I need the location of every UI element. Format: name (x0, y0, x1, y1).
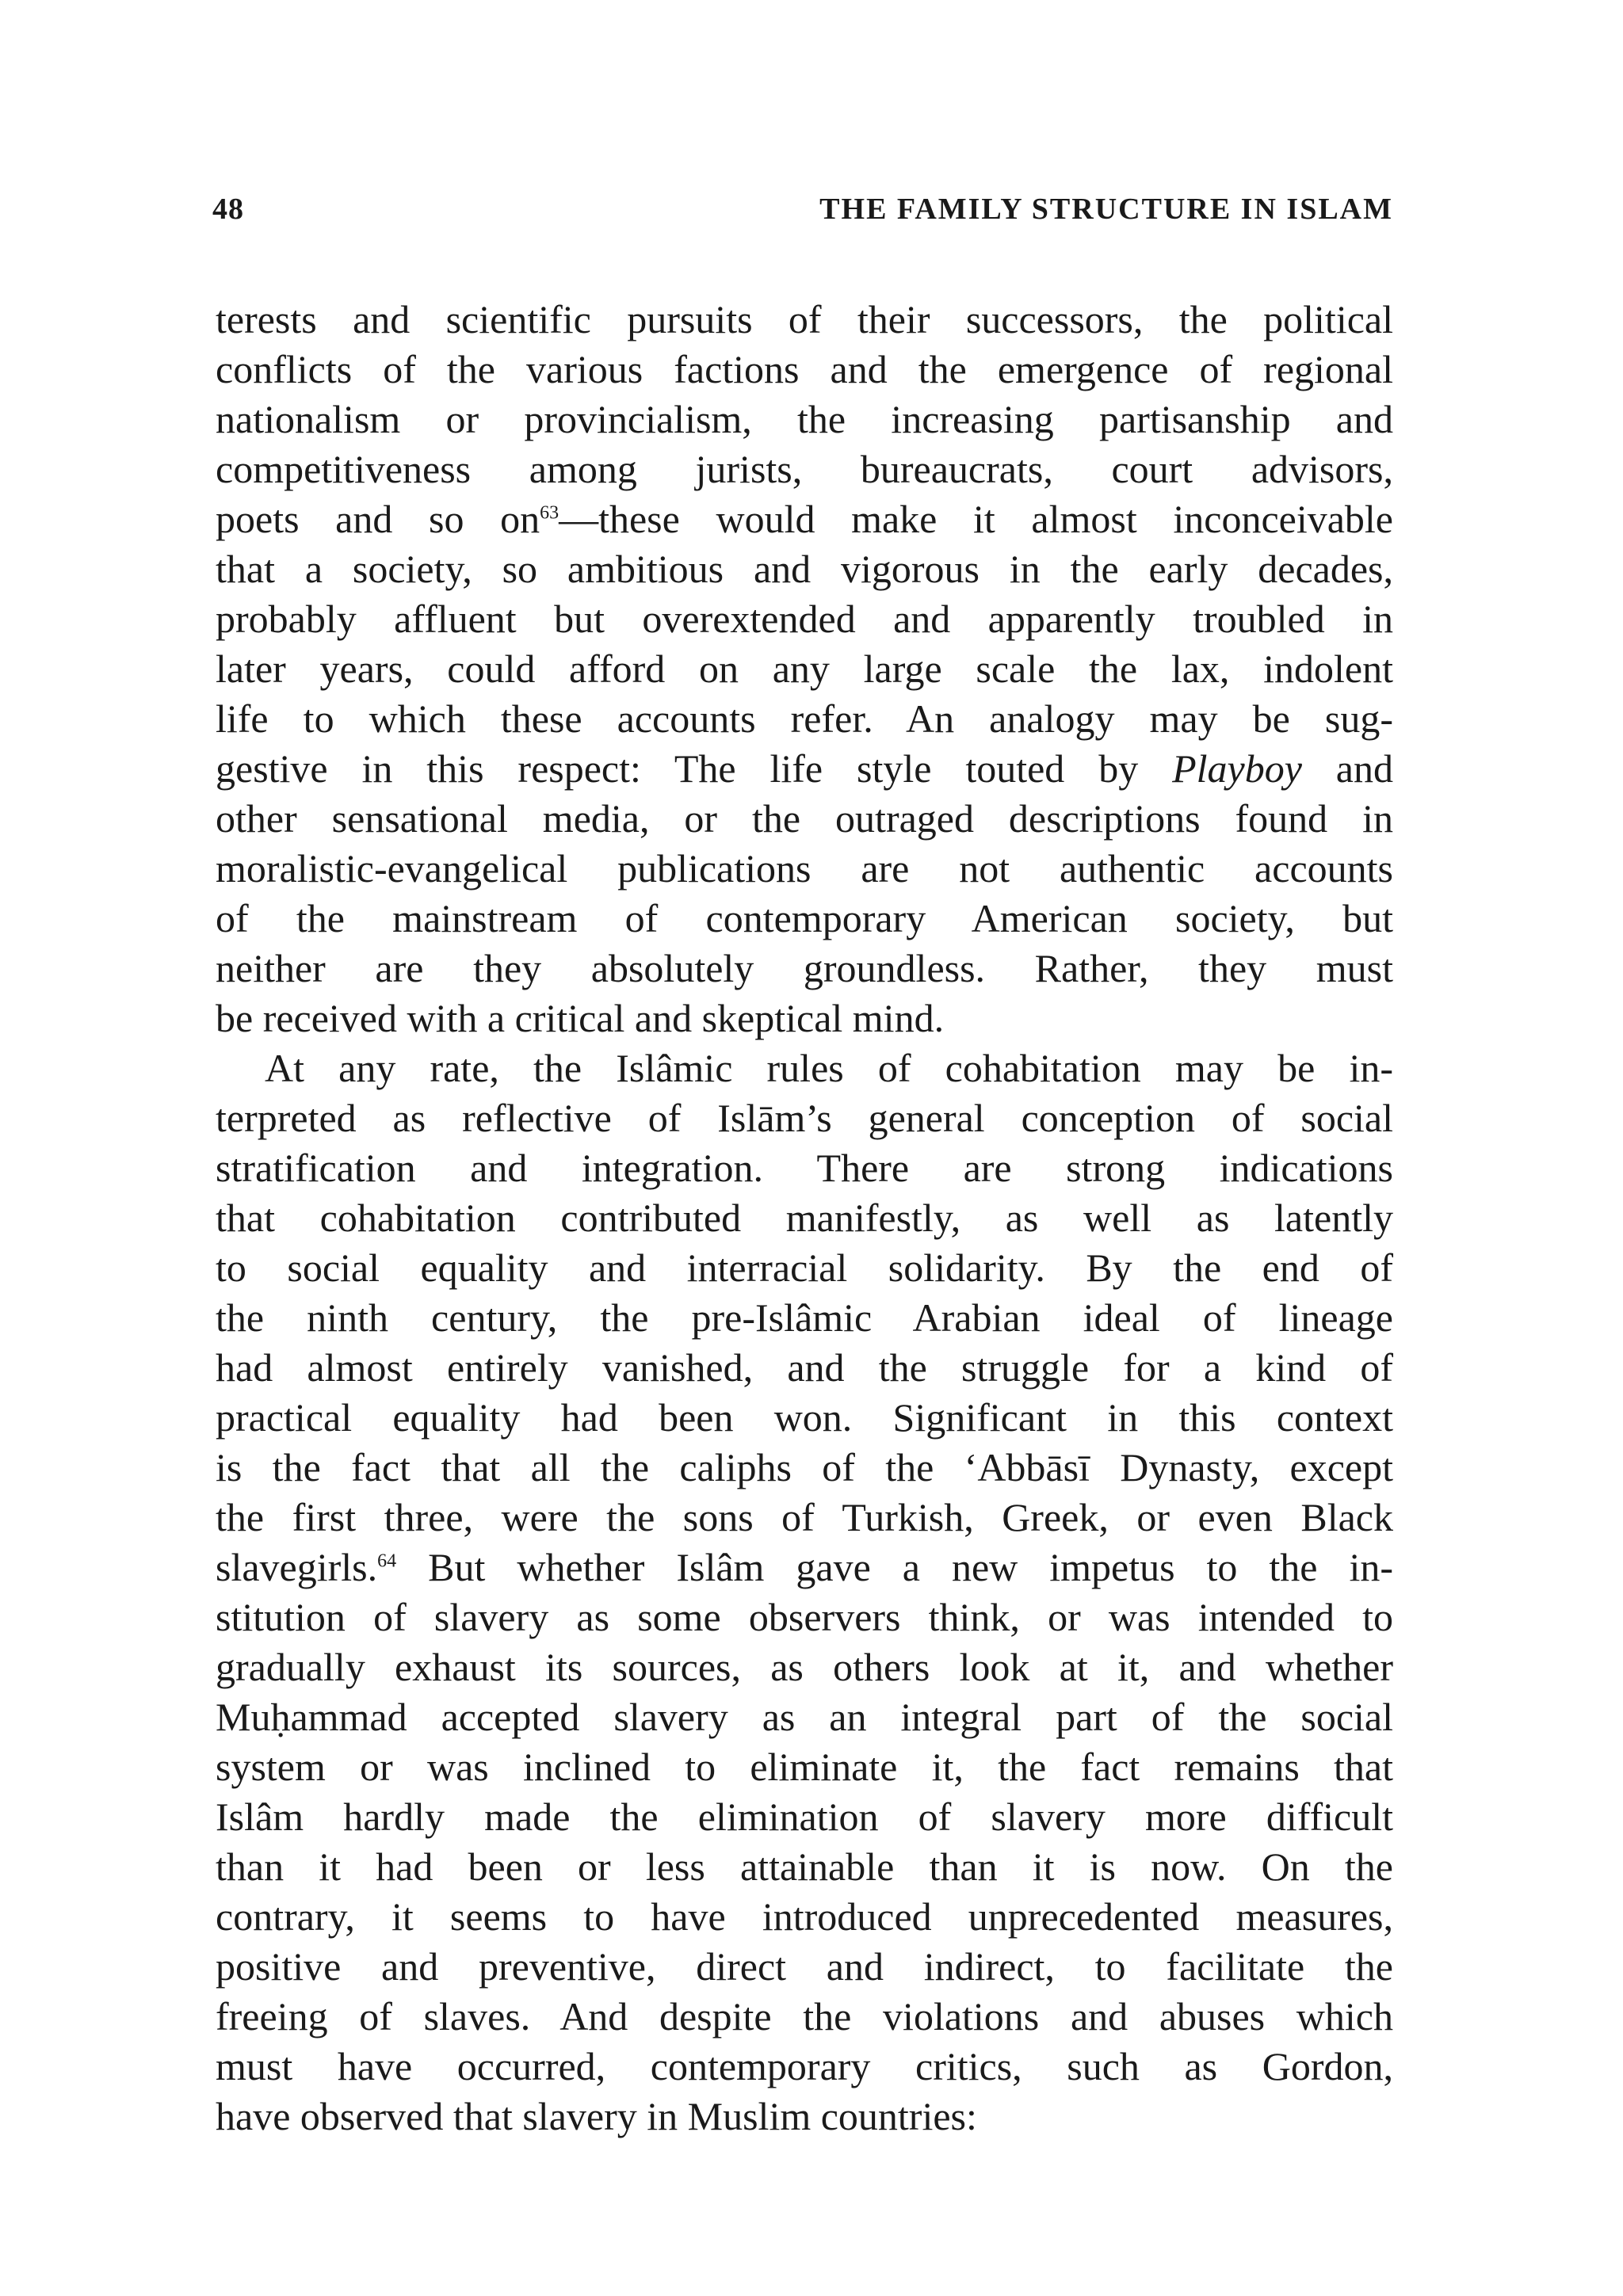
text-line: had almost entirely vanished, and the struggle for a kind of (216, 1345, 1393, 1390)
body-text (216, 295, 1393, 2142)
text-line: of the mainstream of contemporary American society, but (216, 896, 1393, 940)
text-segment: gestive in this respect: The life style touted by (216, 746, 1173, 791)
running-header: THE FAMILY STRUCTURE IN ISLAM (819, 193, 1393, 226)
text-line (216, 494, 1393, 544)
text-line: probably affluent but overextended and apparently troubled in (216, 597, 1393, 641)
page-number: 48 (212, 193, 244, 226)
text-segment: slavegirls. (216, 1545, 378, 1589)
text-line: later years, could afford on any large scale the lax, indolent (216, 646, 1393, 691)
text-line: contrary, it seems to have introduced unprecedented measures, (216, 1894, 1393, 1939)
text-line: positive and preventive, direct and indirect, to facilitate the (216, 1944, 1393, 1989)
text-line: than it had been or less attainable than it is now. On the (216, 1844, 1393, 1889)
italic-title: Playboy (1172, 746, 1302, 791)
text-line: other sensational media, or the outraged descriptions found in (216, 796, 1393, 841)
text-line: the ninth century, the pre-Islâmic Arabian ideal of lineage (216, 1295, 1393, 1340)
text-line: be received with a critical and skeptical mind. (216, 996, 945, 1040)
text-segment: and (1301, 746, 1394, 791)
text-line: moralistic-evangelical publications are not authentic accounts (216, 846, 1393, 891)
text-segment: —these would make it almost inconceivable (559, 497, 1393, 541)
text-line: stratification and integration. There are strong indications (216, 1146, 1393, 1190)
footnote-reference: 63 (540, 502, 559, 524)
text-line: competitiveness among jurists, bureaucrats, court advisors, (216, 447, 1393, 491)
text-line: that a society, so ambitious and vigorous in the early decades, (216, 547, 1393, 591)
text-line: nationalism or provincialism, the increasing partisanship and (216, 397, 1393, 441)
text-line: terests and scientific pursuits of their successors, the political (216, 297, 1393, 341)
text-line: Islâm hardly made the elimination of slavery more difficult (216, 1794, 1393, 1839)
text-line: must have occurred, contemporary critics, such as Gordon, (216, 2044, 1393, 2088)
text-line: Muḥammad accepted slavery as an integral part of the social (216, 1695, 1393, 1739)
footnote-reference: 64 (377, 1550, 397, 1572)
text-line: the first three, were the sons of Turkish, Greek, or even Black (216, 1495, 1393, 1539)
text-segment: But whether Islâm gave a new impetus to the in- (396, 1545, 1393, 1589)
text-line (216, 1543, 1393, 1592)
text-line: life to which these accounts refer. An analogy may be sug- (216, 696, 1393, 741)
text-line: stitution of slavery as some observers think, or was intended to (216, 1595, 1393, 1639)
text-line: system or was inclined to eliminate it, the fact remains that (216, 1745, 1393, 1789)
text-line: to social equality and interracial solidarity. By the end of (216, 1245, 1393, 1290)
text-line (216, 744, 1393, 794)
text-line: have observed that slavery in Muslim countries: (216, 2094, 977, 2138)
text-line: conflicts of the various factions and the emergence of regional (216, 347, 1393, 391)
text-line: gradually exhaust its sources, as others look at it, and whether (216, 1645, 1393, 1689)
text-line: practical equality had been won. Significant in this context (216, 1395, 1393, 1440)
text-line: terpreted as reflective of Islām’s general conception of social (216, 1096, 1393, 1140)
text-line: that cohabitation contributed manifestly, as well as latently (216, 1196, 1393, 1240)
text-segment: poets and so on (216, 497, 540, 541)
text-line: freeing of slaves. And despite the violations and abuses which (216, 1994, 1393, 2039)
text-line: is the fact that all the caliphs of the ‘Abbāsī Dynasty, except (216, 1445, 1393, 1489)
text-line: At any rate, the Islâmic rules of cohabitation may be in- (265, 1046, 1393, 1090)
text-line: neither are they absolutely groundless. Rather, they must (216, 946, 1393, 990)
